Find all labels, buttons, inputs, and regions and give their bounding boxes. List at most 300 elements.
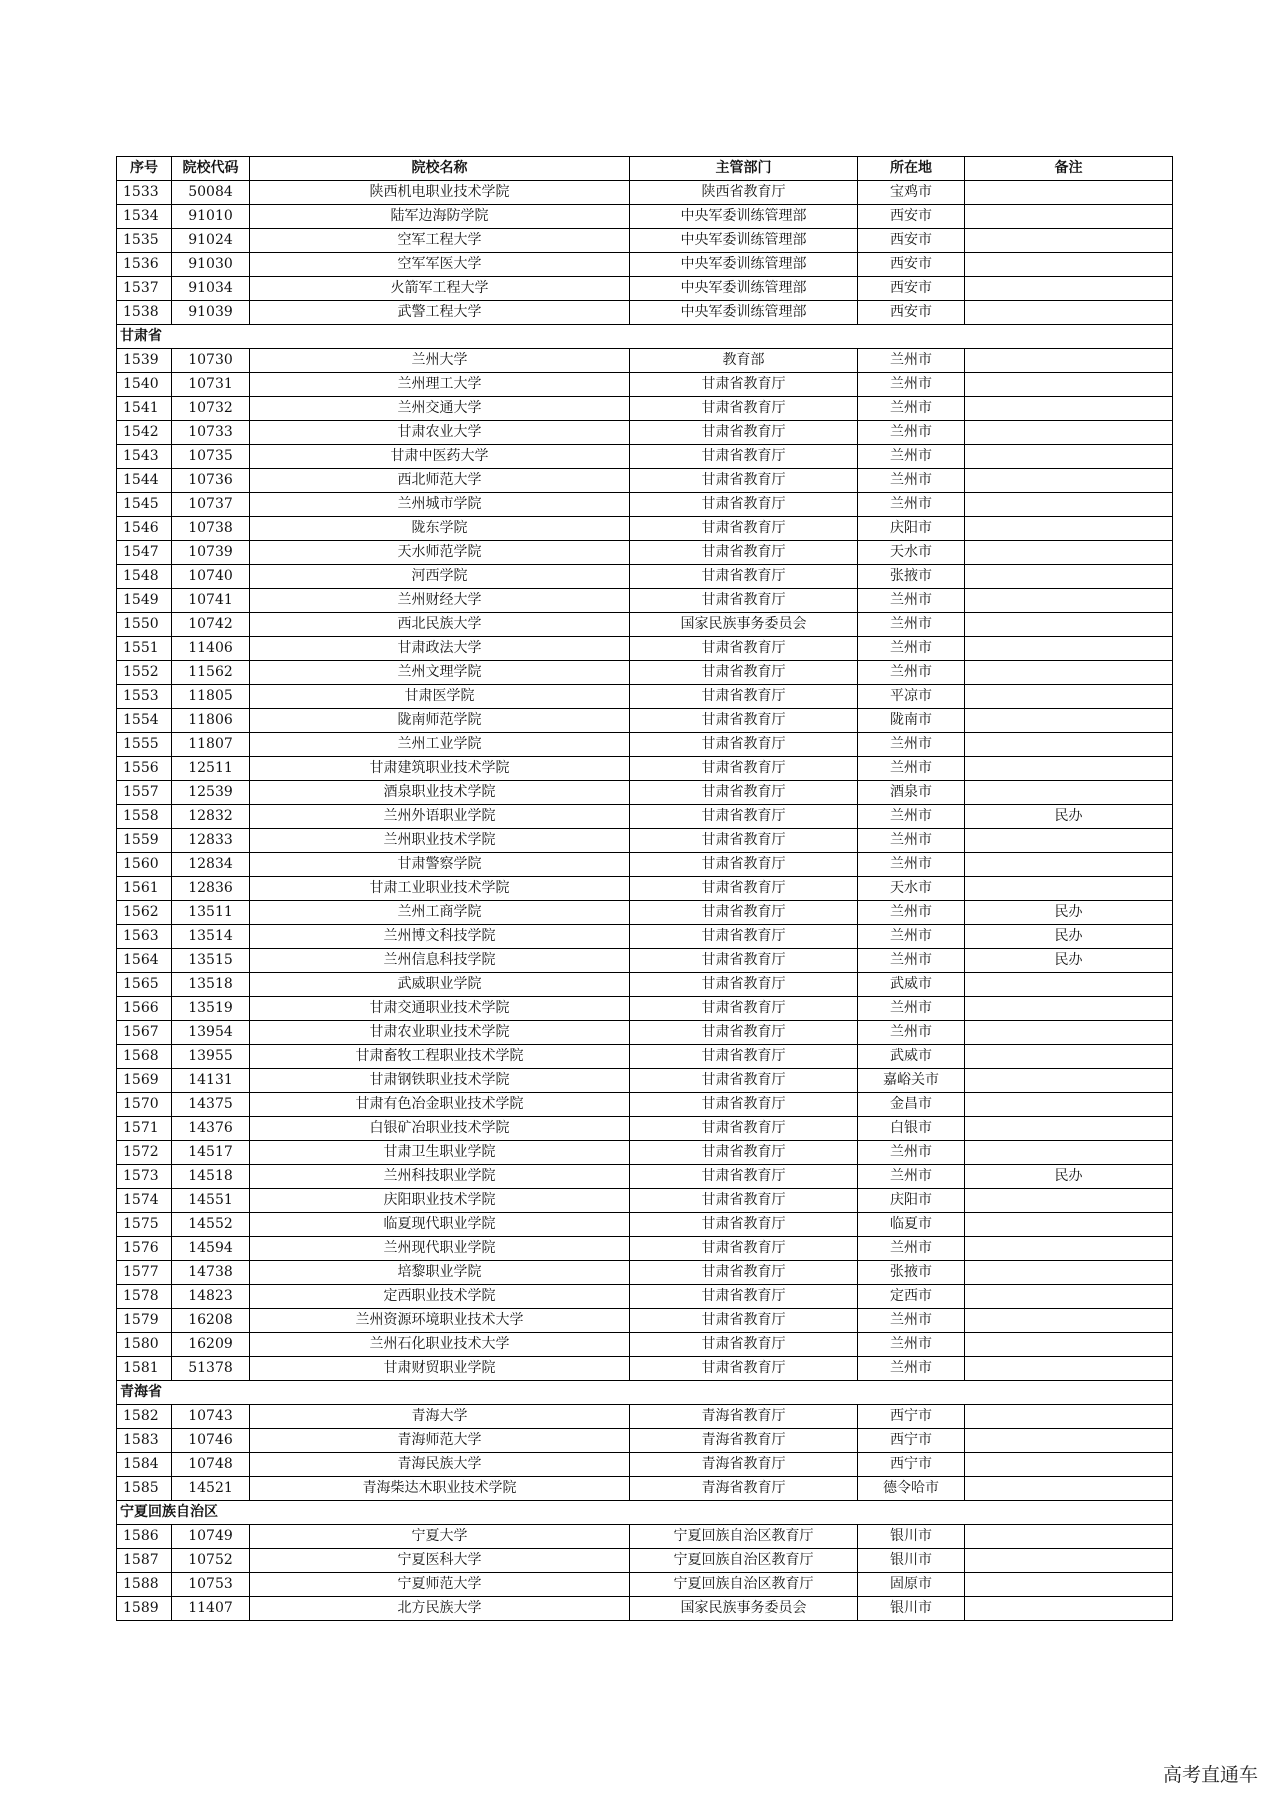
cell-name: 定西职业技术学院 [250, 1285, 630, 1309]
cell-authority: 甘肃省教育厅 [630, 1093, 858, 1117]
cell-code: 10730 [172, 349, 250, 373]
cell-remark [965, 1525, 1173, 1549]
cell-code: 13518 [172, 973, 250, 997]
cell-code: 14517 [172, 1141, 250, 1165]
cell-remark [965, 1549, 1173, 1573]
cell-authority: 中央军委训练管理部 [630, 277, 858, 301]
cell-location: 兰州市 [858, 349, 965, 373]
cell-code: 12833 [172, 829, 250, 853]
cell-code: 11562 [172, 661, 250, 685]
cell-code: 13954 [172, 1021, 250, 1045]
cell-seq: 1545 [117, 493, 172, 517]
cell-authority: 国家民族事务委员会 [630, 613, 858, 637]
cell-seq: 1575 [117, 1213, 172, 1237]
cell-authority: 甘肃省教育厅 [630, 1261, 858, 1285]
cell-remark [965, 997, 1173, 1021]
cell-location: 兰州市 [858, 1141, 965, 1165]
cell-remark [965, 613, 1173, 637]
cell-location: 西安市 [858, 301, 965, 325]
cell-authority: 甘肃省教育厅 [630, 1189, 858, 1213]
cell-seq: 1542 [117, 421, 172, 445]
cell-name: 甘肃农业大学 [250, 421, 630, 445]
cell-authority: 甘肃省教育厅 [630, 757, 858, 781]
province-row [117, 1381, 1173, 1405]
cell-code: 10732 [172, 397, 250, 421]
cell-authority: 教育部 [630, 349, 858, 373]
cell-authority: 中央军委训练管理部 [630, 229, 858, 253]
cell-remark [965, 1453, 1173, 1477]
cell-seq: 1536 [117, 253, 172, 277]
cell-authority: 甘肃省教育厅 [630, 517, 858, 541]
cell-seq: 1537 [117, 277, 172, 301]
cell-remark [965, 877, 1173, 901]
cell-name: 陕西机电职业技术学院 [250, 181, 630, 205]
cell-code: 14551 [172, 1189, 250, 1213]
cell-authority: 甘肃省教育厅 [630, 1069, 858, 1093]
cell-authority: 甘肃省教育厅 [630, 661, 858, 685]
cell-name: 青海大学 [250, 1405, 630, 1429]
cell-seq: 1556 [117, 757, 172, 781]
cell-name: 兰州理工大学 [250, 373, 630, 397]
cell-location: 西安市 [858, 205, 965, 229]
cell-authority: 甘肃省教育厅 [630, 1117, 858, 1141]
table-row [117, 1117, 1173, 1141]
cell-name: 甘肃中医药大学 [250, 445, 630, 469]
cell-remark [965, 781, 1173, 805]
cell-location: 兰州市 [858, 757, 965, 781]
cell-name: 兰州交通大学 [250, 397, 630, 421]
cell-code: 10740 [172, 565, 250, 589]
cell-seq: 1585 [117, 1477, 172, 1501]
cell-remark [965, 469, 1173, 493]
table-row [117, 421, 1173, 445]
cell-code: 12836 [172, 877, 250, 901]
table-row [117, 589, 1173, 613]
cell-remark [965, 1285, 1173, 1309]
cell-authority: 甘肃省教育厅 [630, 925, 858, 949]
cell-seq: 1548 [117, 565, 172, 589]
cell-location: 兰州市 [858, 637, 965, 661]
cell-remark [965, 1237, 1173, 1261]
cell-name: 兰州文理学院 [250, 661, 630, 685]
province-heading: 宁夏回族自治区 [117, 1501, 1173, 1525]
cell-code: 14518 [172, 1165, 250, 1189]
cell-seq: 1582 [117, 1405, 172, 1429]
cell-code: 13515 [172, 949, 250, 973]
cell-authority: 国家民族事务委员会 [630, 1597, 858, 1621]
cell-location: 兰州市 [858, 1021, 965, 1045]
cell-authority: 宁夏回族自治区教育厅 [630, 1573, 858, 1597]
table-row [117, 1165, 1173, 1189]
cell-location: 银川市 [858, 1597, 965, 1621]
table-row [117, 1021, 1173, 1045]
cell-remark [965, 565, 1173, 589]
cell-seq: 1554 [117, 709, 172, 733]
cell-location: 武威市 [858, 973, 965, 997]
cell-location: 兰州市 [858, 901, 965, 925]
cell-code: 11406 [172, 637, 250, 661]
cell-name: 甘肃财贸职业学院 [250, 1357, 630, 1381]
cell-code: 12539 [172, 781, 250, 805]
cell-seq: 1565 [117, 973, 172, 997]
cell-name: 兰州现代职业学院 [250, 1237, 630, 1261]
cell-code: 16208 [172, 1309, 250, 1333]
cell-remark [965, 1333, 1173, 1357]
cell-name: 兰州科技职业学院 [250, 1165, 630, 1189]
cell-code: 14131 [172, 1069, 250, 1093]
table-row [117, 1261, 1173, 1285]
table-row [117, 805, 1173, 829]
table-row [117, 493, 1173, 517]
cell-authority: 青海省教育厅 [630, 1429, 858, 1453]
cell-remark [965, 1357, 1173, 1381]
cell-code: 10753 [172, 1573, 250, 1597]
cell-authority: 甘肃省教育厅 [630, 541, 858, 565]
cell-authority: 甘肃省教育厅 [630, 1333, 858, 1357]
table-row [117, 205, 1173, 229]
cell-code: 10743 [172, 1405, 250, 1429]
cell-code: 12832 [172, 805, 250, 829]
cell-code: 10733 [172, 421, 250, 445]
cell-code: 10737 [172, 493, 250, 517]
table-row [117, 829, 1173, 853]
header-name: 院校名称 [250, 157, 630, 181]
cell-seq: 1577 [117, 1261, 172, 1285]
table-row [117, 1405, 1173, 1429]
table-body [117, 181, 1173, 1621]
cell-code: 16209 [172, 1333, 250, 1357]
cell-name: 兰州外语职业学院 [250, 805, 630, 829]
table-row [117, 973, 1173, 997]
cell-location: 兰州市 [858, 493, 965, 517]
cell-remark: 民办 [965, 1165, 1173, 1189]
table-row [117, 373, 1173, 397]
table-row [117, 1285, 1173, 1309]
table-row [117, 661, 1173, 685]
cell-authority: 甘肃省教育厅 [630, 685, 858, 709]
cell-seq: 1568 [117, 1045, 172, 1069]
cell-seq: 1571 [117, 1117, 172, 1141]
cell-seq: 1558 [117, 805, 172, 829]
cell-location: 庆阳市 [858, 517, 965, 541]
cell-location: 兰州市 [858, 589, 965, 613]
cell-code: 10741 [172, 589, 250, 613]
cell-authority: 甘肃省教育厅 [630, 973, 858, 997]
cell-authority: 甘肃省教育厅 [630, 901, 858, 925]
cell-seq: 1570 [117, 1093, 172, 1117]
cell-remark [965, 1021, 1173, 1045]
cell-seq: 1588 [117, 1573, 172, 1597]
cell-location: 兰州市 [858, 949, 965, 973]
table-row [117, 637, 1173, 661]
cell-authority: 甘肃省教育厅 [630, 637, 858, 661]
header-seq: 序号 [117, 157, 172, 181]
cell-remark [965, 709, 1173, 733]
table-row [117, 469, 1173, 493]
cell-location: 兰州市 [858, 445, 965, 469]
cell-seq: 1573 [117, 1165, 172, 1189]
cell-authority: 甘肃省教育厅 [630, 1237, 858, 1261]
cell-remark [965, 1477, 1173, 1501]
cell-seq: 1552 [117, 661, 172, 685]
cell-name: 兰州信息科技学院 [250, 949, 630, 973]
cell-name: 火箭军工程大学 [250, 277, 630, 301]
cell-authority: 中央军委训练管理部 [630, 205, 858, 229]
cell-location: 平凉市 [858, 685, 965, 709]
cell-remark [965, 1309, 1173, 1333]
cell-name: 兰州城市学院 [250, 493, 630, 517]
cell-remark [965, 1597, 1173, 1621]
cell-seq: 1567 [117, 1021, 172, 1045]
cell-location: 宝鸡市 [858, 181, 965, 205]
cell-authority: 甘肃省教育厅 [630, 877, 858, 901]
cell-code: 10731 [172, 373, 250, 397]
cell-remark [965, 397, 1173, 421]
cell-seq: 1557 [117, 781, 172, 805]
cell-name: 甘肃建筑职业技术学院 [250, 757, 630, 781]
cell-location: 兰州市 [858, 829, 965, 853]
table-row [117, 1213, 1173, 1237]
cell-name: 天水师范学院 [250, 541, 630, 565]
cell-name: 白银矿冶职业技术学院 [250, 1117, 630, 1141]
cell-location: 兰州市 [858, 397, 965, 421]
cell-location: 张掖市 [858, 565, 965, 589]
cell-remark [965, 517, 1173, 541]
cell-remark [965, 661, 1173, 685]
cell-name: 武警工程大学 [250, 301, 630, 325]
cell-authority: 甘肃省教育厅 [630, 445, 858, 469]
cell-name: 兰州职业技术学院 [250, 829, 630, 853]
cell-location: 临夏市 [858, 1213, 965, 1237]
cell-code: 14594 [172, 1237, 250, 1261]
cell-location: 嘉峪关市 [858, 1069, 965, 1093]
cell-remark [965, 373, 1173, 397]
cell-seq: 1560 [117, 853, 172, 877]
cell-code: 13514 [172, 925, 250, 949]
cell-name: 兰州财经大学 [250, 589, 630, 613]
table-row [117, 541, 1173, 565]
watermark-text: 高考直通车 [1162, 1764, 1258, 1786]
table-row [117, 349, 1173, 373]
cell-code: 10739 [172, 541, 250, 565]
table-row [117, 229, 1173, 253]
cell-location: 兰州市 [858, 997, 965, 1021]
cell-code: 11407 [172, 1597, 250, 1621]
cell-remark [965, 637, 1173, 661]
cell-remark [965, 1141, 1173, 1165]
cell-name: 河西学院 [250, 565, 630, 589]
cell-code: 14552 [172, 1213, 250, 1237]
cell-seq: 1538 [117, 301, 172, 325]
table-row [117, 1429, 1173, 1453]
cell-name: 甘肃政法大学 [250, 637, 630, 661]
cell-name: 兰州大学 [250, 349, 630, 373]
cell-remark: 民办 [965, 901, 1173, 925]
cell-seq: 1562 [117, 901, 172, 925]
table-row [117, 757, 1173, 781]
cell-code: 12834 [172, 853, 250, 877]
cell-location: 武威市 [858, 1045, 965, 1069]
cell-remark [965, 253, 1173, 277]
table-row [117, 181, 1173, 205]
cell-code: 10749 [172, 1525, 250, 1549]
cell-name: 甘肃卫生职业学院 [250, 1141, 630, 1165]
cell-location: 兰州市 [858, 1309, 965, 1333]
cell-seq: 1551 [117, 637, 172, 661]
cell-authority: 甘肃省教育厅 [630, 829, 858, 853]
cell-name: 陇南师范学院 [250, 709, 630, 733]
cell-seq: 1583 [117, 1429, 172, 1453]
province-heading: 甘肃省 [117, 325, 1173, 349]
cell-code: 13511 [172, 901, 250, 925]
cell-seq: 1547 [117, 541, 172, 565]
institution-table [116, 156, 1173, 1621]
table-row [117, 1045, 1173, 1069]
table-row [117, 949, 1173, 973]
table-row [117, 1309, 1173, 1333]
cell-remark [965, 1573, 1173, 1597]
cell-name: 甘肃有色冶金职业技术学院 [250, 1093, 630, 1117]
cell-code: 91030 [172, 253, 250, 277]
cell-name: 西北民族大学 [250, 613, 630, 637]
cell-seq: 1587 [117, 1549, 172, 1573]
table-row [117, 877, 1173, 901]
cell-location: 酒泉市 [858, 781, 965, 805]
cell-name: 陇东学院 [250, 517, 630, 541]
cell-location: 兰州市 [858, 421, 965, 445]
table-row [117, 1069, 1173, 1093]
cell-seq: 1540 [117, 373, 172, 397]
cell-code: 91010 [172, 205, 250, 229]
table-row [117, 1453, 1173, 1477]
cell-location: 兰州市 [858, 853, 965, 877]
cell-location: 兰州市 [858, 925, 965, 949]
cell-authority: 甘肃省教育厅 [630, 1141, 858, 1165]
cell-location: 兰州市 [858, 613, 965, 637]
cell-location: 西宁市 [858, 1429, 965, 1453]
cell-name: 宁夏大学 [250, 1525, 630, 1549]
province-heading: 青海省 [117, 1381, 1173, 1405]
table-row [117, 1597, 1173, 1621]
cell-remark [965, 757, 1173, 781]
cell-authority: 陕西省教育厅 [630, 181, 858, 205]
table-row [117, 565, 1173, 589]
cell-remark [965, 1261, 1173, 1285]
cell-seq: 1543 [117, 445, 172, 469]
cell-name: 培黎职业学院 [250, 1261, 630, 1285]
cell-name: 兰州资源环境职业技术大学 [250, 1309, 630, 1333]
table-row [117, 1477, 1173, 1501]
cell-remark [965, 421, 1173, 445]
table-row [117, 277, 1173, 301]
cell-remark [965, 229, 1173, 253]
cell-location: 金昌市 [858, 1093, 965, 1117]
cell-seq: 1533 [117, 181, 172, 205]
cell-name: 兰州石化职业技术大学 [250, 1333, 630, 1357]
table-header-row [117, 157, 1173, 181]
cell-code: 10746 [172, 1429, 250, 1453]
cell-location: 天水市 [858, 877, 965, 901]
cell-authority: 宁夏回族自治区教育厅 [630, 1525, 858, 1549]
table-row [117, 925, 1173, 949]
cell-name: 北方民族大学 [250, 1597, 630, 1621]
cell-remark: 民办 [965, 805, 1173, 829]
cell-remark [965, 181, 1173, 205]
table-row [117, 853, 1173, 877]
header-location: 所在地 [858, 157, 965, 181]
table-row [117, 1237, 1173, 1261]
cell-authority: 甘肃省教育厅 [630, 709, 858, 733]
cell-seq: 1580 [117, 1333, 172, 1357]
cell-location: 定西市 [858, 1285, 965, 1309]
table-row [117, 1141, 1173, 1165]
cell-authority: 甘肃省教育厅 [630, 1021, 858, 1045]
cell-code: 51378 [172, 1357, 250, 1381]
cell-remark [965, 973, 1173, 997]
cell-location: 兰州市 [858, 1237, 965, 1261]
cell-authority: 中央军委训练管理部 [630, 301, 858, 325]
cell-authority: 青海省教育厅 [630, 1405, 858, 1429]
cell-authority: 青海省教育厅 [630, 1477, 858, 1501]
cell-seq: 1535 [117, 229, 172, 253]
cell-code: 11805 [172, 685, 250, 709]
cell-code: 10752 [172, 1549, 250, 1573]
cell-remark [965, 1189, 1173, 1213]
cell-remark [965, 1213, 1173, 1237]
cell-code: 13955 [172, 1045, 250, 1069]
table-row [117, 1573, 1173, 1597]
cell-remark [965, 445, 1173, 469]
cell-authority: 甘肃省教育厅 [630, 1285, 858, 1309]
cell-remark [965, 733, 1173, 757]
cell-location: 西安市 [858, 277, 965, 301]
cell-remark [965, 589, 1173, 613]
cell-location: 兰州市 [858, 469, 965, 493]
table-row [117, 1333, 1173, 1357]
cell-authority: 甘肃省教育厅 [630, 565, 858, 589]
table-row [117, 1525, 1173, 1549]
cell-authority: 中央军委训练管理部 [630, 253, 858, 277]
cell-location: 兰州市 [858, 1357, 965, 1381]
cell-code: 10738 [172, 517, 250, 541]
cell-location: 白银市 [858, 1117, 965, 1141]
cell-seq: 1555 [117, 733, 172, 757]
header-code: 院校代码 [172, 157, 250, 181]
cell-seq: 1578 [117, 1285, 172, 1309]
cell-location: 天水市 [858, 541, 965, 565]
table-row [117, 1093, 1173, 1117]
table-row [117, 613, 1173, 637]
cell-code: 10736 [172, 469, 250, 493]
cell-authority: 甘肃省教育厅 [630, 373, 858, 397]
cell-code: 14738 [172, 1261, 250, 1285]
cell-seq: 1544 [117, 469, 172, 493]
table-row [117, 253, 1173, 277]
cell-authority: 甘肃省教育厅 [630, 1165, 858, 1189]
cell-code: 12511 [172, 757, 250, 781]
cell-name: 陆军边海防学院 [250, 205, 630, 229]
cell-seq: 1549 [117, 589, 172, 613]
cell-name: 西北师范大学 [250, 469, 630, 493]
table-row [117, 301, 1173, 325]
cell-location: 陇南市 [858, 709, 965, 733]
cell-name: 青海柴达木职业技术学院 [250, 1477, 630, 1501]
cell-seq: 1559 [117, 829, 172, 853]
cell-authority: 甘肃省教育厅 [630, 733, 858, 757]
table-row [117, 1357, 1173, 1381]
cell-seq: 1534 [117, 205, 172, 229]
table-row [117, 733, 1173, 757]
